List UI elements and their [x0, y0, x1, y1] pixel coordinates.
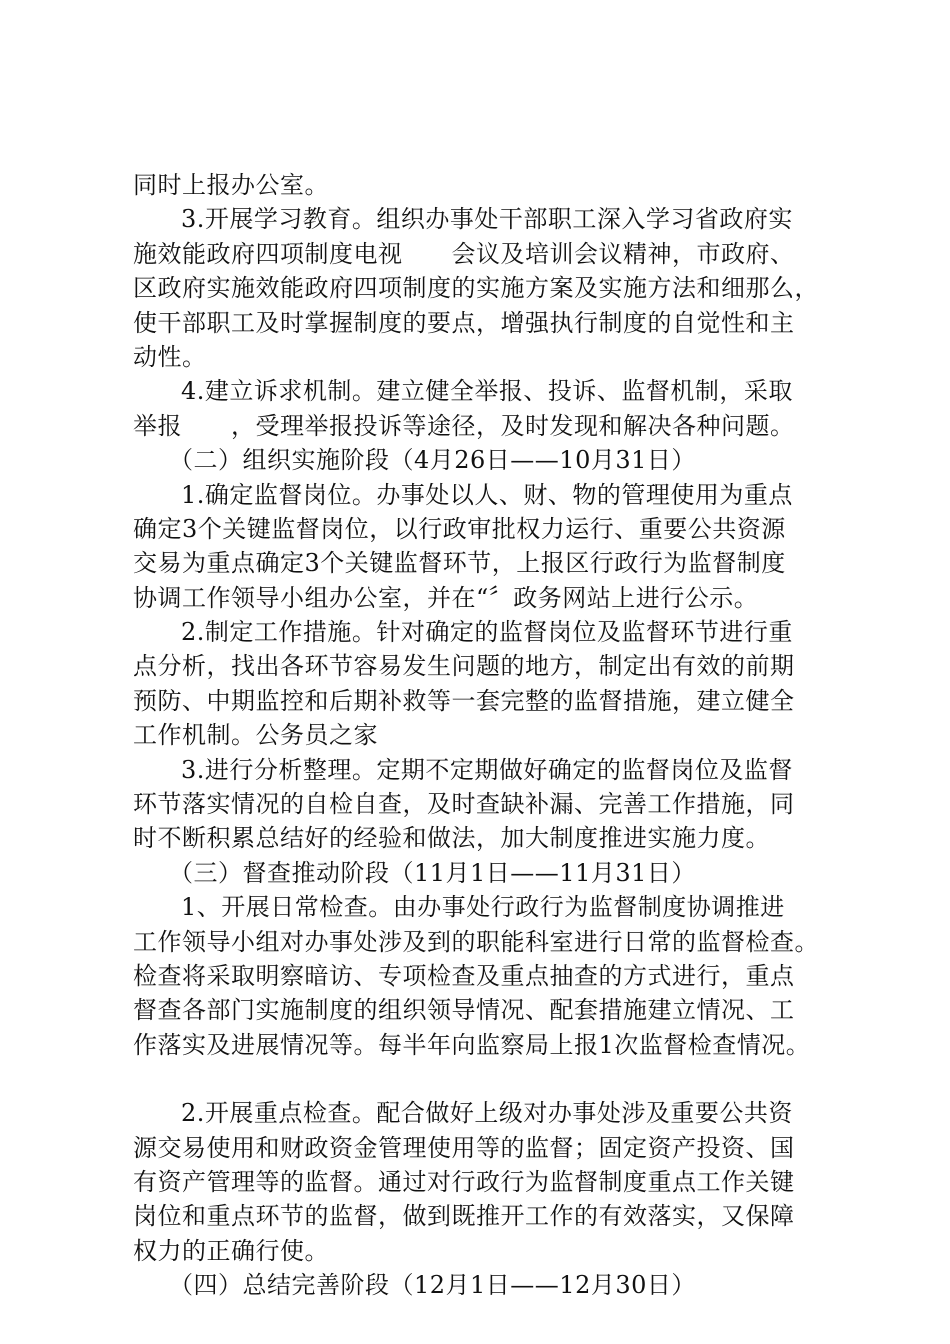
section-heading: （二）组织实施阶段（4月26日——10月31日） — [169, 446, 696, 475]
text-line: 动性。 — [133, 342, 207, 371]
paragraph-start: 2.开展重点检查。配合做好上级对办事处涉及重要公共资 — [181, 1099, 793, 1128]
text-line: 环节落实情况的自检自查，及时查缺补漏、完善工作措施，同 — [133, 790, 795, 819]
text-line: 检查将采取明察暗访、专项检查及重点抽查的方式进行，重点 — [133, 961, 795, 990]
paragraph-start: 3.进行分析整理。定期不定期做好确定的监督岗位及监督 — [181, 755, 793, 784]
text-line: 岗位和重点环节的监督，做到既推开工作的有效落实，又保障 — [133, 1202, 795, 1231]
text-line: 区政府实施效能政府四项制度的实施方案及实施方法和细那么， — [133, 274, 819, 303]
paragraph-start: 3.开展学习教育。组织办事处干部职工深入学习省政府实 — [181, 205, 793, 234]
text-line: 协调工作领导小组办公室，并在“〞政务网站上进行公示。 — [133, 583, 759, 612]
paragraph-start: 4.建立诉求机制。建立健全举报、投诉、监督机制，采取 — [181, 377, 793, 406]
text-line: 确定3个关键监督岗位，以行政审批权力运行、重要公共资源 — [133, 514, 786, 543]
text-line: 同时上报办公室。 — [133, 171, 329, 199]
blank-line — [133, 1062, 833, 1096]
text-line: 点分析，找出各环节容易发生问题的地方，制定出有效的前期 — [133, 652, 795, 681]
text-line: 督查各部门实施制度的组织领导情况、配套措施建立情况、工 — [133, 996, 795, 1025]
text-line: 时不断积累总结好的经验和做法，加大制度推进实施力度。 — [133, 824, 770, 853]
text-line: 预防、中期监控和后期补救等一套完整的监督措施，建立健全 — [133, 686, 795, 715]
section-heading: （四）总结完善阶段（12月1日——12月30日） — [169, 1271, 696, 1300]
paragraph-start: 1.确定监督岗位。办事处以人、财、物的管理使用为重点 — [181, 480, 793, 509]
text-line: 工作领导小组对办事处涉及到的职能科室进行日常的监督检查。 — [133, 927, 819, 956]
text-line: 施效能政府四项制度电视 会议及培训会议精神，市政府、 — [133, 239, 795, 268]
text-line: 权力的正确行使。 — [133, 1236, 329, 1265]
text-line: 工作机制。公务员之家 — [133, 721, 378, 750]
text-line: 源交易使用和财政资金管理使用等的监督；固定资产投资、国 — [133, 1133, 795, 1162]
document-body — [133, 168, 833, 1303]
paragraph-start: 2.制定工作措施。针对确定的监督岗位及监督环节进行重 — [181, 618, 793, 647]
text-line: 交易为重点确定3个关键监督环节，上报区行政行为监督制度 — [133, 549, 786, 578]
text-line: 有资产管理等的监督。通过对行政行为监督制度重点工作关键 — [133, 1167, 795, 1196]
text-line: 举报 ，受理举报投诉等途径，及时发现和解决各种问题。 — [133, 411, 795, 440]
text-line: 作落实及进展情况等。每半年向监察局上报1次监督检查情况。 — [133, 1030, 811, 1059]
section-heading: （三）督查推动阶段（11月1日——11月31日） — [169, 858, 696, 887]
paragraph-start: 1、开展日常检查。由办事处行政行为监督制度协调推进 — [181, 893, 785, 922]
text-line: 使干部职工及时掌握制度的要点，增强执行制度的自觉性和主 — [133, 308, 795, 337]
